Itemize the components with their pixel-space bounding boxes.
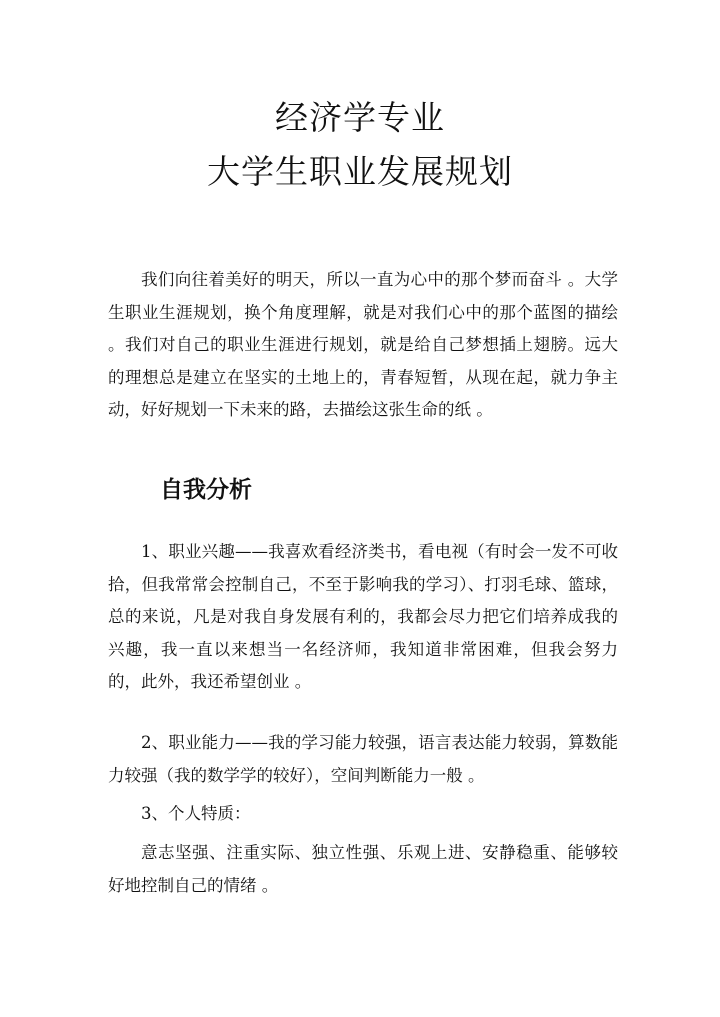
intro-paragraph: 我们向往着美好的明天，所以一直为心中的那个梦而奋斗 。大学生职业生涯规划，换个角度理解，就是对我们心中的那个蓝图的描绘 。我们对自己的职业生涯进行规划，就是给自己梦想插上翅膀。远大的理想总是建立在坚实的土地上的，青春短暂，从现在起，就力争主动，好好规划一下未来的路，去描绘这张生命的纸 。 <box>108 270 618 419</box>
personal-traits-label: 3、个人特质： <box>141 804 251 823</box>
career-ability-paragraph: 2、职业能力——我的学习能力较强，语言表达能力较弱，算数能力较强（我的数学学的较好），空间判断能力一般 。 <box>108 733 618 785</box>
career-interest-paragraph: 1、职业兴趣——我喜欢看经济类书，看电视（有时会一发不可收拾，但我常常会控制自己，不至于影响我的学习）、打羽毛球、篮球，总的来说，凡是对我自身发展有利的，我都会尽力把它们培养成我的兴趣，我一直以来想当一名经济师，我知道非常困难，但我会努力的，此外，我还希望创业 。 <box>108 542 618 691</box>
document-title-line-1: 经济学专业 <box>275 98 445 137</box>
personal-traits-paragraph: 意志坚强、注重实际、独立性强、乐观上进、安静稳重、能够较好地控制自己的情绪 。 <box>108 843 618 895</box>
document-title-line-2: 大学生职业发展规划 <box>207 152 513 191</box>
section-heading: 自我分析 <box>160 476 252 503</box>
